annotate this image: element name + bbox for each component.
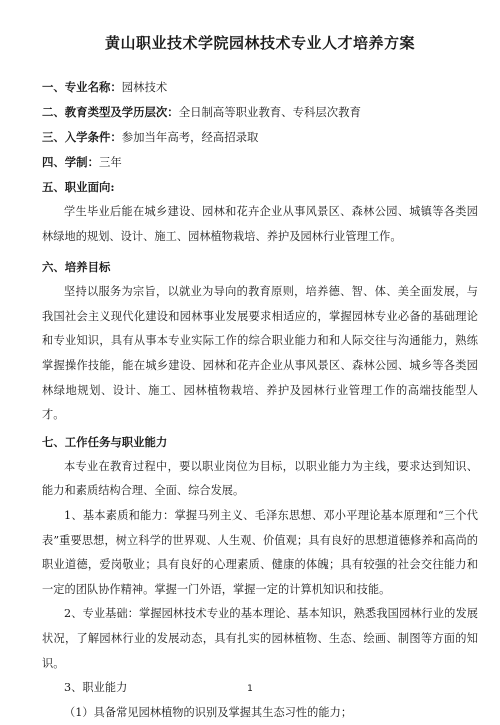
section-7-item-3: 3、职业能力 [64,681,128,695]
section-5-heading: 五、职业面向: [42,180,115,194]
section-6-heading: 六、培养目标 [42,260,111,275]
info-value: 参加当年高考，经高招录取 [121,130,259,144]
basic-info [42,75,478,175]
section-7-item-2: 2、专业基础：掌握园林技术专业的基本理论、基本知识，熟悉我国园林行业的发展状况，了解园林行业的发展动态，具有扎实的园林植物、生态、绘画、制图等方面的知识。 [42,607,478,670]
info-key: 二、教育类型及学历层次： [42,105,179,119]
info-key: 三、入学条件： [42,130,122,144]
info-key: 一、专业名称： [42,80,122,94]
document-title: 黄山职业技术学院园林技术专业人才培养方案 [104,34,415,52]
section-5-paragraph: 学生毕业后能在城乡建设、园林和花卉企业从事风景区、森林公园、城镇等各类园林绿地的规划、设计、施工、园林植物栽培、养护及园林行业管理工作。 [42,205,478,243]
info-admission [42,125,478,150]
section-6-paragraph: 坚持以服务为宗旨，以就业为导向的教育原则，培养德、智、体、美全面发展，与我国社会主义现代化建设和园林事业发展要求相适应的，掌握园林专业必备的基础理论和专业知识，具有从事本专业实际工作的综合职业能力和和人际交往与沟通能力，熟练掌握操作技能，能在城乡建设、园林和花卉企业从事风景区、森林公园、城乡等各类园林绿地规划、设计、施工、园林植物栽培、养护及园林行业管理工作的高端技能型人才。 [42,285,478,422]
section-7-item-3-1: （1）具备常见园林植物的识别及掌握其生态习性的能力； [64,705,353,719]
info-duration [42,150,478,175]
info-value: 三年 [98,155,122,169]
info-value: 全日制高等职业教育、专科层次教育 [178,105,361,119]
info-major-name [42,75,478,100]
info-key: 四、学制： [42,155,99,169]
info-education-type [42,100,478,125]
section-7-intro: 本专业在教育过程中，要以职业岗位为目标，以职业能力为主线，要求达到知识、能力和素质结构合理、全面、综合发展。 [42,459,478,498]
info-value: 园林技术 [121,80,168,94]
page-number: 1 [247,684,253,694]
section-7-item-1: 1、基本素质和能力：掌握马列主义、毛泽东思想、邓小平理论基本原理和“三个代表”重要思想，树立科学的世界观、人生观、价值观；具有良好的思想道德修养和高尚的职业道德，爱岗敬业；具有良好的心理素质、健康的体魄；具有较强的社会交往能力和一定的团队协作精神。掌握一门外语，掌握一定的计算机知识和技能。 [42,508,478,596]
section-7-heading: 七、工作任务与职业能力 [42,434,168,449]
